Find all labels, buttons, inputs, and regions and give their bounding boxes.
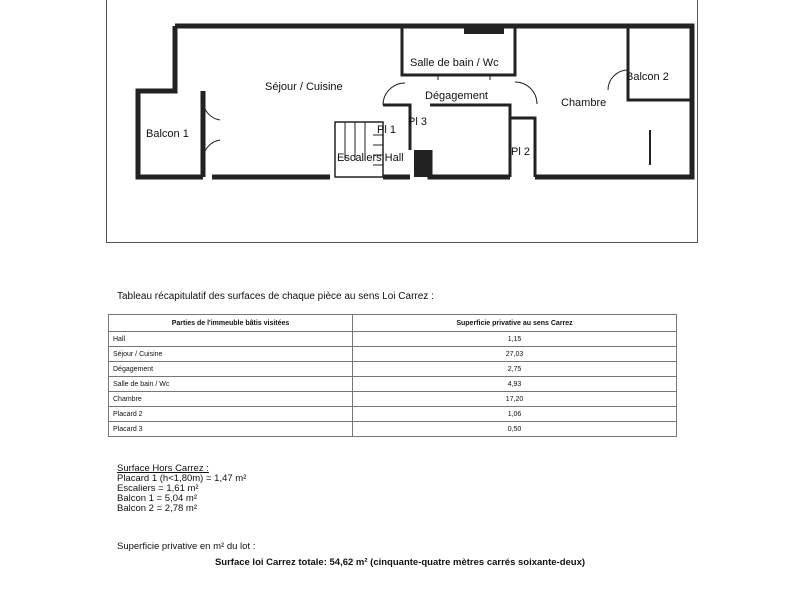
room-label-chambre: Chambre — [561, 97, 607, 109]
room-label-pl2: Pl 2 — [511, 146, 530, 158]
hors-carrez-line: Balcon 1 = 5,04 m² — [117, 493, 198, 504]
row-value: 1,06 — [353, 407, 677, 422]
table-row — [109, 362, 677, 377]
door-degagement-chambre — [515, 82, 537, 104]
floor-plan — [0, 0, 800, 250]
wall-balcon2 — [628, 26, 692, 100]
table-row — [109, 347, 677, 362]
total-surface: Surface loi Carrez totale: 54,62 m² (cinquante-quatre mètres carrés soixante-deux) — [214, 557, 586, 568]
door-balcon2 — [608, 70, 628, 90]
row-name: Placard 2 — [109, 407, 353, 422]
room-label-degagement: Dégagement — [425, 90, 488, 102]
door-sejour — [383, 83, 405, 105]
table-row — [109, 332, 677, 347]
table-header-row — [109, 315, 677, 332]
row-name: Dégagement — [109, 362, 353, 377]
row-value: 2,75 — [353, 362, 677, 377]
column-header-superficie: Superficie privative au sens Carrez — [353, 315, 677, 332]
room-label-sejour: Séjour / Cuisine — [265, 81, 343, 93]
table-row — [109, 377, 677, 392]
wall-corridor — [383, 105, 510, 177]
room-label-salle-de-bain: Salle de bain / Wc — [410, 57, 499, 69]
room-label-pl3: Pl 3 — [408, 116, 427, 128]
row-name: Salle de bain / Wc — [109, 377, 353, 392]
row-name: Placard 3 — [109, 422, 353, 437]
door-balcon1 — [203, 100, 220, 160]
stairs — [335, 122, 383, 177]
row-value: 1,15 — [353, 332, 677, 347]
room-label-escaliers: Escaliers Hall — [337, 152, 404, 164]
row-name: Hall — [109, 332, 353, 347]
row-value: 4,93 — [353, 377, 677, 392]
row-value: 17,20 — [353, 392, 677, 407]
table-row — [109, 422, 677, 437]
hall-fixture — [414, 150, 428, 177]
table-row — [109, 392, 677, 407]
table-caption: Tableau récapitulatif des surfaces de chaque pièce au sens Loi Carrez : — [117, 291, 434, 302]
column-header-parties: Parties de l'immeuble bâtis visitées — [109, 315, 353, 332]
surfaces-table — [108, 314, 677, 437]
row-name: Séjour / Cuisine — [109, 347, 353, 362]
row-value: 27,03 — [353, 347, 677, 362]
hors-carrez-block — [117, 464, 246, 514]
row-value: 0,50 — [353, 422, 677, 437]
room-label-balcon2: Balcon 2 — [626, 71, 669, 83]
hors-carrez-title: Surface Hors Carrez : — [117, 463, 209, 474]
privative-label: Superficie privative en m² du lot : — [117, 541, 256, 552]
hors-carrez-line: Placard 1 (h<1,80m) = 1,47 m² — [117, 473, 247, 484]
hors-carrez-line: Escaliers = 1,61 m² — [117, 483, 199, 494]
row-name: Chambre — [109, 392, 353, 407]
room-label-pl1: Pl 1 — [377, 124, 396, 136]
bathroom-fixture — [464, 26, 504, 34]
table-row — [109, 407, 677, 422]
hors-carrez-line: Balcon 2 = 2,78 m² — [117, 503, 198, 514]
room-label-balcon1: Balcon 1 — [146, 128, 189, 140]
